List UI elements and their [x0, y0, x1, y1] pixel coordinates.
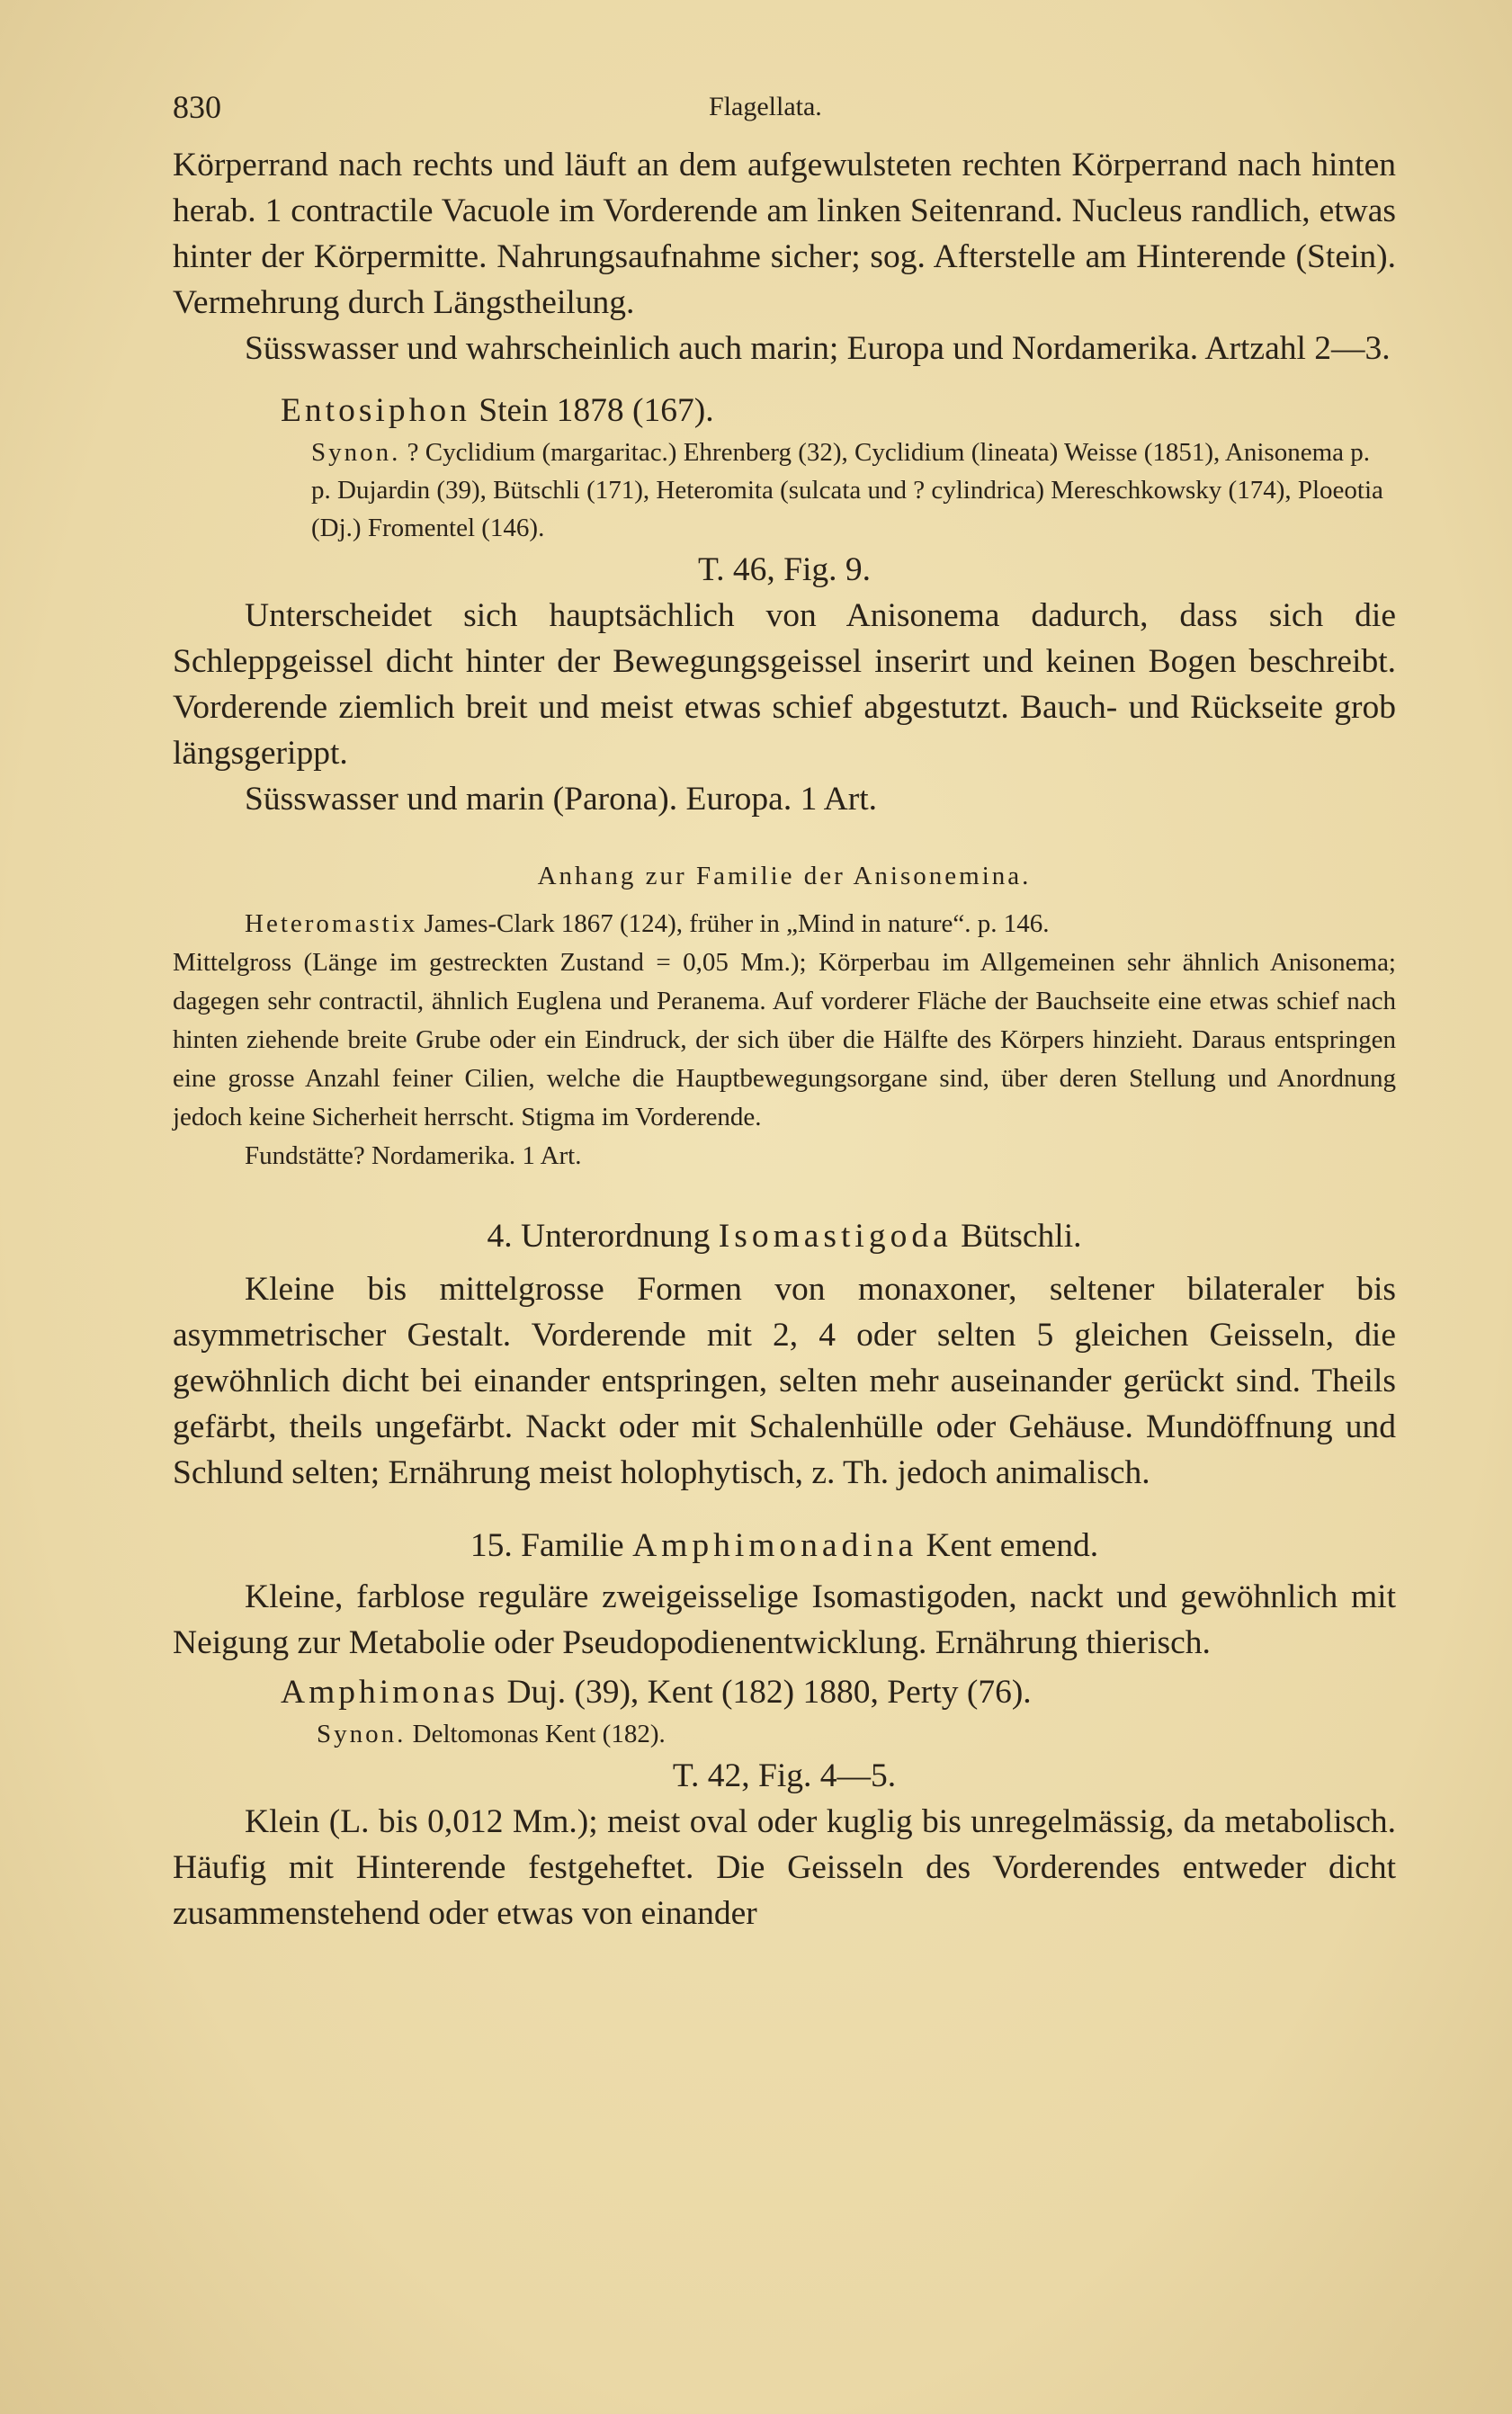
- running-head: Flagellata.: [709, 92, 822, 121]
- plate-reference: T. 42, Fig. 4—5.: [672, 1757, 897, 1794]
- paragraph-amphimonas-description: Klein (L. bis 0,012 Mm.); meist oval oder kuglig bis unregelmässig, da metabolisch. Häufig mit Hinterende festgeheftet. Die Geisseln des Vorderendes entweder dicht zusammenstehend oder etwas von einander: [173, 1803, 1396, 1932]
- suborder-name: Isomastigoda: [718, 1218, 953, 1255]
- genus-author: Stein 1878 (167).: [479, 392, 714, 429]
- suborder-heading: [173, 1213, 1396, 1259]
- paragraph-family-description: Kleine, farblose reguläre zweigeisselige Isomastigoden, nackt und gewöhnlich mit Neigung zur Metabolie oder Pseudopodienentwicklung. Ernährung thierisch.: [173, 1578, 1396, 1661]
- paragraph-body-continued: Körperrand nach rechts und läuft an dem aufgewulsteten rechten Körperrand nach hinten herab. 1 contractile Vacuole im Vorderende am linken Seitenrand. Nucleus randlich, etwas hinter der Körpermitte. Nahrungsaufnahme sicher; sog. Afterstelle am Hinterende (Stein). Vermehrung durch Längstheilung.: [173, 147, 1396, 321]
- page-header: [173, 88, 1396, 142]
- page-number: 830: [173, 89, 221, 125]
- paragraph-entosiphon-description: Unterscheidet sich hauptsächlich von Anisonema dadurch, dass sich die Schleppgeissel dicht hinter der Bewegungsgeissel inserirt und keinen Bogen beschreibt. Vorderende ziemlich breit und meist etwas schief abgestutzt. Bauch- und Rückseite grob längsgerippt.: [173, 597, 1396, 772]
- plate-reference: T. 46, Fig. 9.: [697, 551, 872, 588]
- appendix-genus-author: James-Clark 1867 (124), früher in „Mind in nature“. p. 146.: [424, 909, 1050, 938]
- suborder-author: Bütschli.: [961, 1218, 1082, 1255]
- synonymy-entosiphon: [173, 434, 1396, 547]
- suborder-prefix: 4. Unterordnung: [487, 1218, 711, 1255]
- synonymy-amphimonas: [173, 1715, 1396, 1753]
- family-name: Amphimonadina: [632, 1527, 918, 1564]
- appendix-locality: Fundstätte? Nordamerika. 1 Art.: [245, 1141, 582, 1170]
- synonymy-text: ? Cyclidium (margaritac.) Ehrenberg (32), Cyclidium (lineata) Weisse (1851), Anisonema p. p. Dujardin (39), Bütschli (171), Heteromita (sulcata und ? cylindrica) Mereschkowsky (174), Ploeotia (Dj.) Fromentel (146).: [311, 438, 1383, 542]
- appendix-genus-name: Heteromastix: [245, 909, 418, 938]
- paragraph-suborder-description: Kleine bis mittelgrosse Formen von monaxoner, seltener bilateraler bis asymmetrischer Gestalt. Vorderende mit 2, 4 oder selten 5 gleichen Geisseln, die gewöhnlich dicht bei einander entspringen, selten mehr auseinander gerückt sind. Theils gefärbt, theils ungefärbt. Nackt oder mit Schalenhülle oder Gehäuse. Mundöffnung und Schlund selten; Ernährung meist holophytisch, z. Th. jedoch animalisch.: [173, 1271, 1396, 1491]
- appendix-description: Mittelgross (Länge im gestreckten Zustand = 0,05 Mm.); Körperbau im Allgemeinen sehr ähnlich Anisonema; dagegen sehr contractil, ähnlich Euglena und Peranema. Auf vorderer Fläche der Bauchseite eine etwas schief nach hinten ziehende breite Grube oder ein Eindruck, der sich über die Hälfte des Körpers hinzieht. Daraus entspringen eine grosse Anzahl feiner Cilien, welche die Hauptbewegungsorgane sind, über deren Stellung und Anordnung jedoch keine Sicherheit herrscht. Stigma im Vorderende.: [173, 948, 1396, 1131]
- genus-heading-amphimonas: [173, 1669, 1396, 1715]
- family-prefix: 15. Familie: [470, 1527, 624, 1564]
- family-author: Kent emend.: [926, 1527, 1099, 1564]
- genus-heading-entosiphon: [173, 388, 1396, 434]
- synonymy-text: Deltomonas Kent (182).: [412, 1720, 666, 1748]
- appendix-heading: Anhang zur Familie der Anisonemina.: [537, 862, 1032, 890]
- family-heading: [173, 1523, 1396, 1569]
- paragraph-distribution: Süsswasser und wahrscheinlich auch marin; Europa und Nordamerika. Artzahl 2—3.: [245, 330, 1391, 367]
- genus-author: Duj. (39), Kent (182) 1880, Perty (76).: [506, 1674, 1032, 1711]
- page-content: [173, 88, 1396, 1936]
- synonymy-label: Synon.: [317, 1720, 407, 1748]
- genus-name: Amphimonas: [281, 1674, 499, 1711]
- synonymy-label: Synon.: [311, 438, 401, 467]
- genus-name: Entosiphon: [281, 392, 470, 429]
- appendix-genus-heading: [173, 905, 1396, 943]
- paragraph-entosiphon-distribution: Süsswasser und marin (Parona). Europa. 1 Art.: [245, 781, 877, 818]
